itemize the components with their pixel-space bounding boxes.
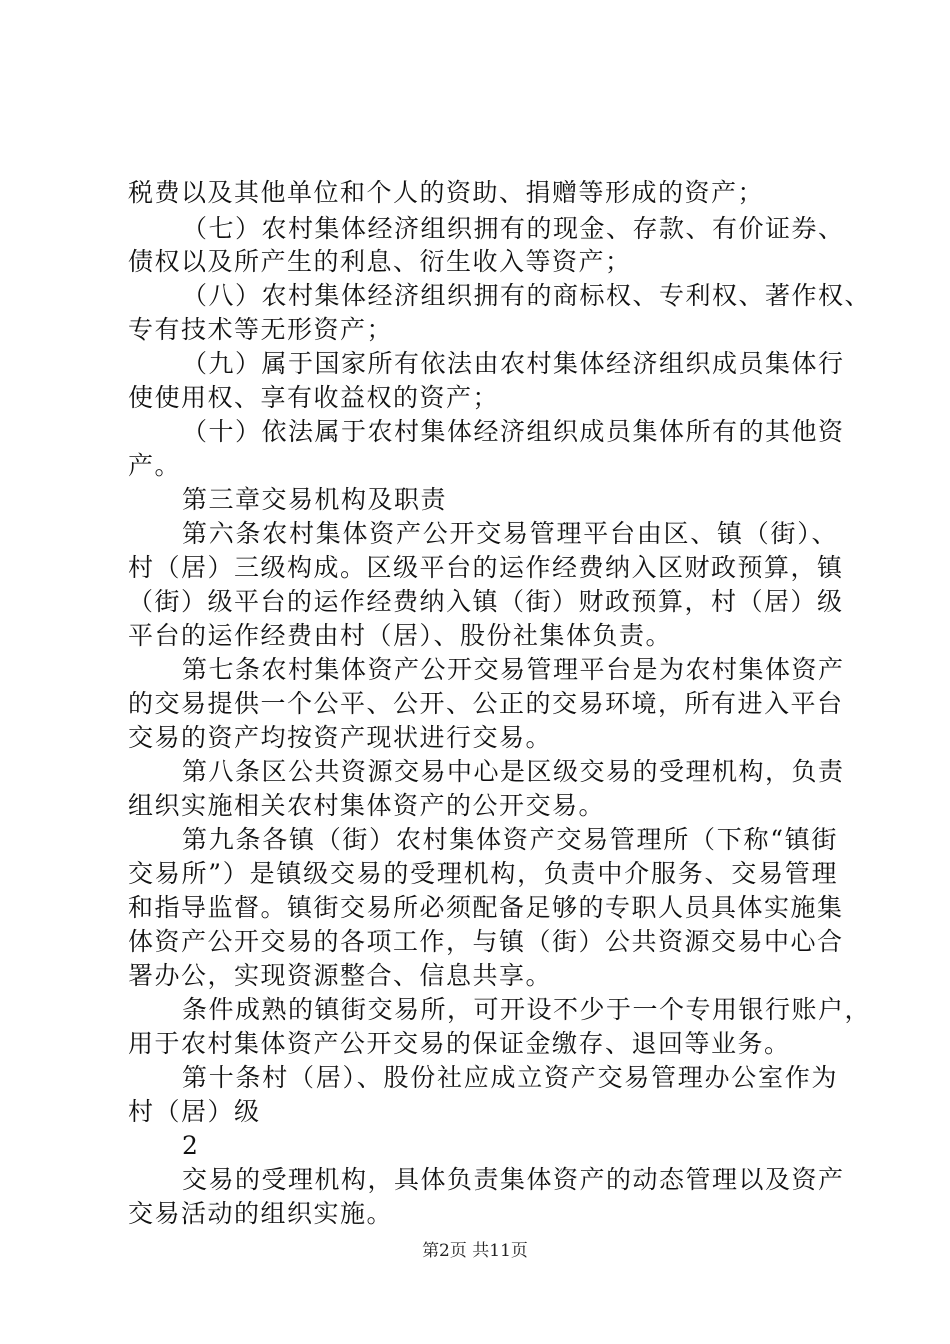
text-line: 第八条区公共资源交易中心是区级交易的受理机构，负责 xyxy=(182,757,845,786)
text-line: （七）农村集体经济组织拥有的现金、存款、有价证券、 xyxy=(182,214,845,243)
text-line: 第六条农村集体资产公开交易管理平台由区、镇（街）、 xyxy=(182,519,838,548)
text-line: 债权以及所产生的利息、衍生收入等资产； xyxy=(128,247,632,276)
text-line: （八）农村集体经济组织拥有的商标权、专利权、著作权、 xyxy=(182,281,872,310)
inline-page-number: 2 xyxy=(182,1131,200,1160)
text-line: 村（居）三级构成。区级平台的运作经费纳入区财政预算，镇 xyxy=(128,553,844,582)
text-line: 第七条农村集体资产公开交易管理平台是为农村集体资产 xyxy=(182,655,845,684)
text-line: （街）级平台的运作经费纳入镇（街）财政预算，村（居）级 xyxy=(128,587,844,616)
text-line: 产。 xyxy=(128,451,182,480)
text-line: 署办公，实现资源整合、信息共享。 xyxy=(128,961,553,990)
text-line: 平台的运作经费由村（居）、股份社集体负责。 xyxy=(128,621,673,650)
text-line: 交易的资产均按资产现状进行交易。 xyxy=(128,723,553,752)
text-line: 交易所”）是镇级交易的受理机构，负责中介服务、交易管理 xyxy=(128,859,838,888)
text-line: 组织实施相关农村集体资产的公开交易。 xyxy=(128,791,606,820)
text-line: 用于农村集体资产公开交易的保证金缴存、退回等业务。 xyxy=(128,1029,791,1058)
text-line: 和指导监督。镇街交易所必须配备足够的专职人员具体实施集 xyxy=(128,893,844,922)
text-line: （十）依法属于农村集体经济组织成员集体所有的其他资 xyxy=(182,417,845,446)
chapter-heading: 第三章交易机构及职责 xyxy=(182,485,448,514)
text-line: （九）属于国家所有依法由农村集体经济组织成员集体行 xyxy=(182,349,845,378)
text-line: 使使用权、享有收益权的资产； xyxy=(128,383,500,412)
text-line: 条件成熟的镇街交易所，可开设不少于一个专用银行账户， xyxy=(182,995,872,1024)
text-line: 村（居）级 xyxy=(128,1097,261,1126)
page-footer: 第2页 共11页 xyxy=(422,1241,528,1261)
text-line: 第十条村（居）、股份社应成立资产交易管理办公室作为 xyxy=(182,1063,838,1092)
text-line: 交易活动的组织实施。 xyxy=(128,1199,394,1228)
text-line: 税费以及其他单位和个人的资助、捐赠等形成的资产； xyxy=(128,178,765,207)
text-line: 体资产公开交易的各项工作，与镇（街）公共资源交易中心合 xyxy=(128,927,844,956)
text-line: 的交易提供一个公平、公开、公正的交易环境，所有进入平台 xyxy=(128,689,844,718)
text-line: 专有技术等无形资产； xyxy=(128,315,394,344)
text-line: 交易的受理机构，具体负责集体资产的动态管理以及资产 xyxy=(182,1165,845,1194)
text-line: 第九条各镇（街）农村集体资产交易管理所（下称“镇街 xyxy=(182,825,838,854)
